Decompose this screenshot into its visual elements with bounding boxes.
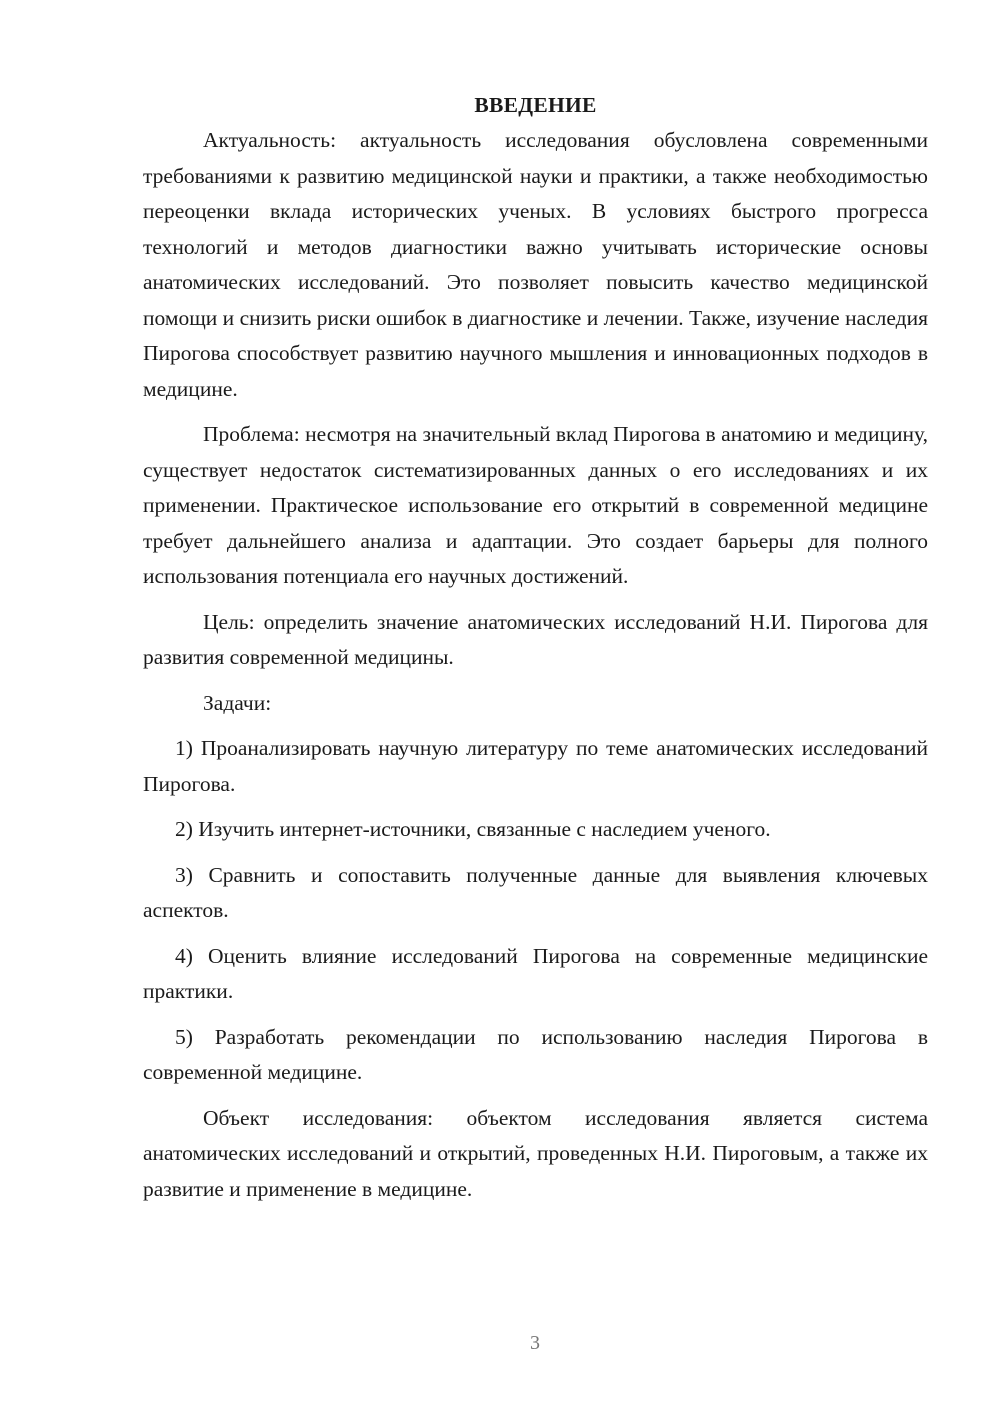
task-item: 2) Изучить интернет-источники, связанные с наследием ученого.	[175, 817, 771, 841]
section-heading: ВВЕДЕНИЕ	[474, 93, 597, 117]
page-number: 3	[530, 1332, 540, 1354]
task-item: 1) Проанализировать научную литературу по теме анатомических исследований Пирогова.	[143, 736, 928, 796]
task-item: 3) Сравнить и сопоставить полученные данные для выявления ключевых аспектов.	[143, 862, 928, 922]
problem-paragraph: Проблема: несмотря на значительный вклад Пирогова в анатомию и медицину, существует недостаток систематизированных данных о его исследованиях и их применении. Практическое использование его открытий в современной медицине требует дальнейшего анализа и адаптации. Это создает барьеры для полного использования потенциала его научных достижений.	[143, 422, 928, 588]
relevance-paragraph: Актуальность: актуальность исследования обусловлена современными требованиями к развитию медицинской науки и практики, а также необходимостью переоценки вклада исторических ученых. В условиях быстрого прогресса технологий и методов диагностики важно учитывать исторические основы анатомических исследований. Это позволяет повысить качество медицинской помощи и снизить риски ошибок в диагностике и лечении. Также, изучение наследия Пирогова способствует развитию научного мышления и инновационных подходов в медицине.	[143, 128, 928, 401]
document-page	[143, 88, 928, 1217]
tasks-label: Задачи:	[203, 690, 272, 715]
goal-paragraph: Цель: определить значение анатомических исследований Н.И. Пирогова для развития современной медицины.	[143, 609, 928, 669]
task-item: 4) Оценить влияние исследований Пирогова на современные медицинские практики.	[143, 943, 928, 1003]
object-paragraph: Объект исследования: объектом исследования является система анатомических исследований и открытий, проведенных Н.И. Пироговым, а также их развитие и применение в медицине.	[143, 1105, 928, 1201]
task-item: 5) Разработать рекомендации по использованию наследия Пирогова в современной медицине.	[143, 1024, 928, 1084]
